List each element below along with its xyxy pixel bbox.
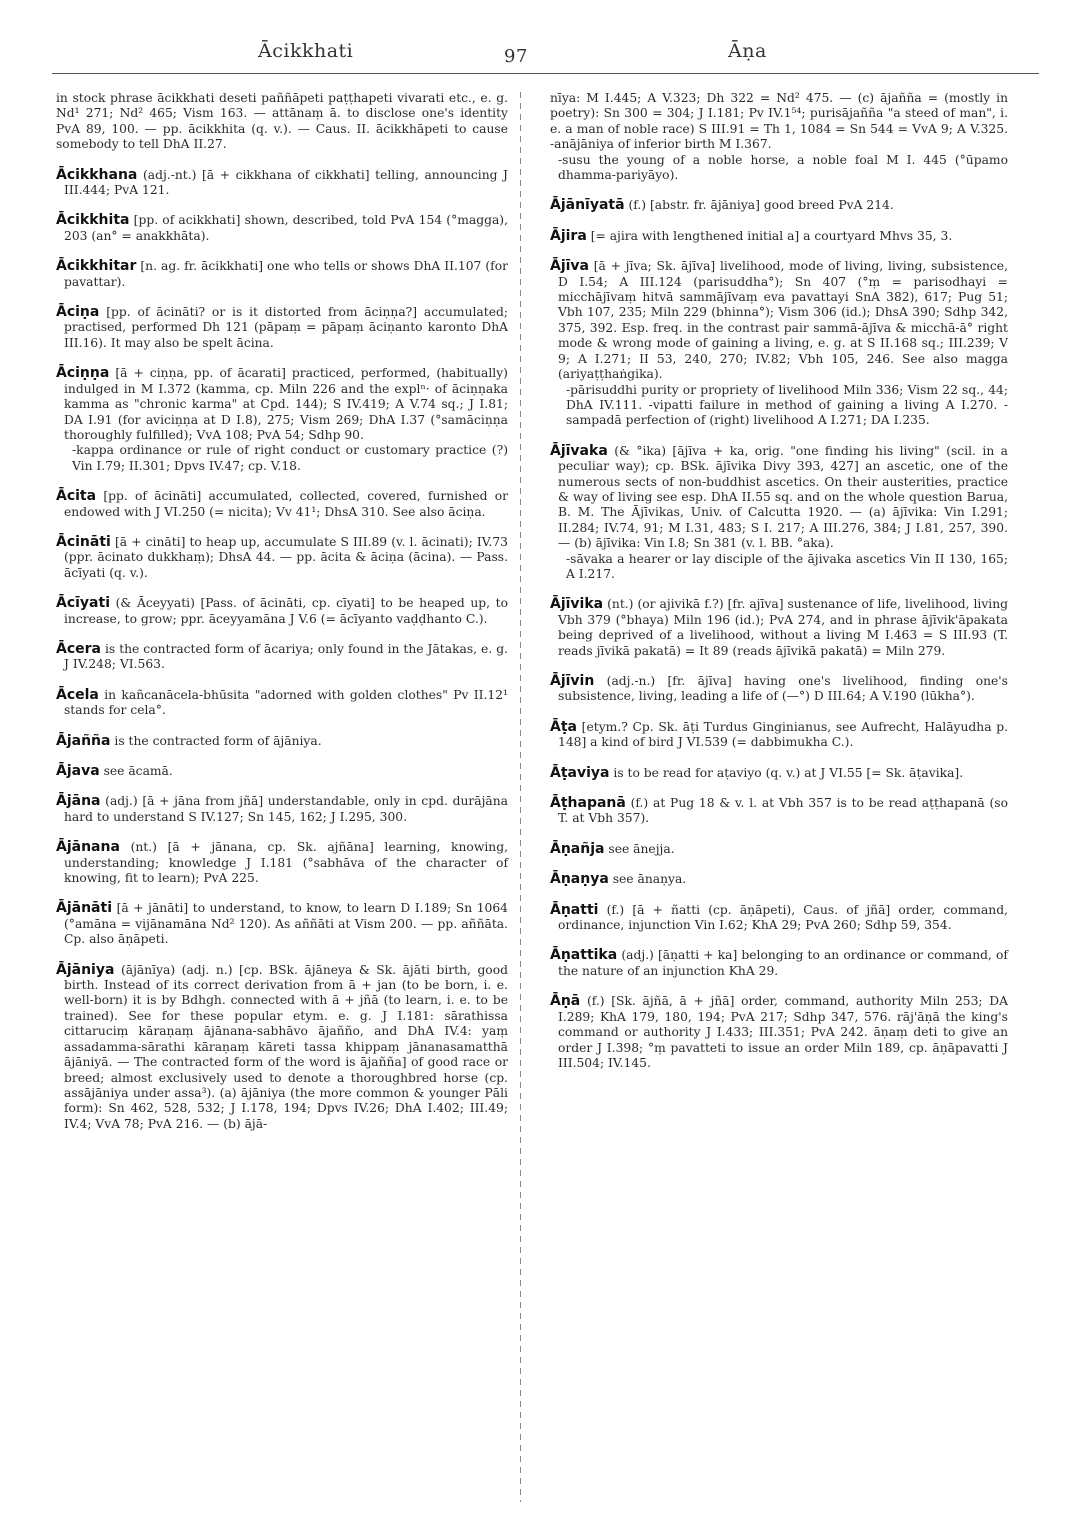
entry-text: (ājānīya) (adj. n.) [cp. BSk. ājāneya & Sk. ājāti birth, good birth. Instead of its correct derivation from ā + jan (to be born, i. e. well-born) it is by Bdhgh. connected with ā + jñā (to learn, i. e. to be trained). See for these popular etym. e. g. J I.181: sārathissa cittaruciṃ kāraṇaṃ ājānana-sabhāvo ājañño, and DhA IV.4: yaṃ assadamma-sārathi kāraṇaṃ kāreti tassa khippaṃ jānanasamatthā ājāniyā. — The contracted form of the word is ājañña] of good race or breed; almost exclusively used to denote a thoroughbred horse (cp. assājāniya under assa³). (a) ājāniya (the more common & younger Pāli form): Sn 462, 528, 532; J I.178, 194; Dpvs IV.26; DhA I.402; III.49; IV.4; VvA 78; PvA 216. — (b) ājā- xyxy=(64,962,508,1131)
entry-headword: Ājīvaka xyxy=(550,442,608,459)
entry-text: (& Āceyyati) [Pass. of ācināti, cp. cīyati] to be heaped up, to increase, to grow; ppr. āceyyamāna J V.6 (= ācīyanto vaḍḍhanto C.). xyxy=(64,596,508,626)
dictionary-entry xyxy=(56,91,508,153)
dictionary-entry xyxy=(56,489,508,520)
dictionary-entry xyxy=(56,642,508,673)
dictionary-entry xyxy=(56,764,508,779)
dictionary-entry xyxy=(56,213,508,244)
entry-text: [ā + ciṇṇa, pp. of ācarati] practiced, performed, (habitually) indulged in M I.372 (kamma, cp. Miln 226 and the explⁿ· of āciṇṇaka kamma as "chronic karma" at Cpd. 144); S IV.419; A V.74 sq.; J I.81; DA I.91 (for aviciṇṇa at D I.8), 275; Vism 269; DhA I.37 (°samāciṇṇa thoroughly fulfilled); VvA 108; PvA 54; Sdhp 90. xyxy=(64,366,508,442)
entry-headword: Ājāniya xyxy=(56,961,115,978)
entry-text: see ācamā. xyxy=(103,764,173,778)
entry-headword: Āciṇṇa xyxy=(56,365,110,382)
dictionary-entry xyxy=(550,872,1008,887)
entry-text: [n. ag. fr. ācikkhati] one who tells or shows DhA II.107 (for pavattar). xyxy=(64,259,508,289)
entry-headword: Ājānāti xyxy=(56,900,112,917)
entry-headword: Ājānīyatā xyxy=(550,197,625,214)
entry-headword: Āṭhapanā xyxy=(550,795,626,812)
dictionary-entry xyxy=(56,596,508,627)
entry-text: (adj.) [āṇatti + ka] belonging to an ordinance or command, of the nature of an injunction KhA 29. xyxy=(558,948,1008,978)
entry-text: (f.) [abstr. fr. ājāniya] good breed PvA 214. xyxy=(628,198,894,213)
entry-headword: Āṇatti xyxy=(550,901,599,918)
entry-text: (& °ika) [ājīva + ka, orig. "one finding his living" (scil. in a peculiar way); cp. BSk. ājīvika Divy 393, 427] an ascetic, one of the numerous sects of non-buddhist ascetics. On their austerities, practice & way of living see esp. DhA II.55 sq. and on the whole question Barua, B. M. The Ājīvikas, Univ. of Calcutta 1920. — (a) ājīvika: Vin I.291; II.284; IV.74, 91; M I.31, 483; S I. 217; A III.276, 384; J I.81, 257, 390. — (b) ājīvika: Vin I.8; Sn 381 (v. l. BB. °aka). xyxy=(558,443,1008,551)
entry-headword: Āṭa xyxy=(550,718,577,735)
running-head-left: Ācikkhati xyxy=(258,40,354,62)
dictionary-entry xyxy=(56,901,508,947)
dictionary-entry xyxy=(550,198,1008,213)
entry-text: [pp. of acikkhati] shown, described, told PvA 154 (°magga), 203 (an° = anakkhāta). xyxy=(64,213,508,243)
entry-headword: Ācikkhita xyxy=(56,212,130,229)
entry-text: [ā + jānāti] to understand, to know, to learn D I.189; Sn 1064 (°amāna = vijānamāna Nd² 120). As aññāti at Vism 200. — pp. aññāta. Cp. also āṇāpeti. xyxy=(64,901,508,947)
entry-text: [pp. of ācināti? or is it distorted from āciṇṇa?] accumulated; practised, performed Dh 121 (pāpaṃ = pāpaṃ āciṇanto karonto DhA III.16). It may also be spelt ācina. xyxy=(64,305,508,350)
entry-text: in stock phrase ācikkhati deseti paññāpeti paṭṭhapeti vivarati etc., e. g. Nd¹ 271; Nd² 465; Vism 163. — attānaṃ ā. to disclose one's identity PvA 89, 100. — pp. ācikkhita (q. v.). — Caus. II. ācikkhāpeti to cause somebody to tell DhA II.27. xyxy=(56,91,508,152)
entry-headword: Ājīva xyxy=(550,258,590,275)
entry-text: [pp. of ācināti] accumulated, collected, covered, furnished or endowed with J VI.250 (= nicita); Vv 41¹; DhsA 310. See also āciṇa. xyxy=(64,489,508,519)
entry-headword: Āṇañja xyxy=(550,840,605,857)
entry-headword: Ācera xyxy=(56,640,101,657)
dictionary-entry xyxy=(550,597,1008,659)
dictionary-entry xyxy=(550,444,1008,583)
dictionary-entry xyxy=(56,734,508,749)
dictionary-entry xyxy=(56,840,508,886)
dictionary-entry xyxy=(550,842,1008,857)
entry-text: [etym.? Cp. Sk. āṭi Turdus Ginginianus, see Aufrecht, Halāyudha p. 148] a kind of bird J VI.539 (= dabbimukha C.). xyxy=(558,719,1008,750)
header-rule xyxy=(52,73,1039,74)
entry-text: in kañcanācela-bhūsita "adorned with golden clothes" Pv II.12¹ stands for cela°. xyxy=(64,687,508,718)
running-head-right: Āṇa xyxy=(728,40,767,62)
entry-headword: Ājava xyxy=(56,763,100,779)
dictionary-entry xyxy=(550,903,1008,934)
entry-text: [ā + jīva; Sk. ājīva] livelihood, mode of living, living, subsistence, D I.54; A III.124 (parisuddha°); Sn 407 (°ṃ = parisodhayi = micchājīvaṃ hitvā sammājīvaṃ eva pavattayi SnA 382), 617; Pug 51; Vbh 107, 235; Miln 229 (bhinna°); Vism 306 (id.); DhsA 390; Sdhp 342, 375, 392. Esp. freq. in the contrast pair sammā-ājīva & micchā-ā° right mode & wrong mode of gaining a living, e. g. at S II.168 sq.; III.239; V 9; A I.271; II 53, 240, 270; IV.82; Vbh 105, 246. See also magga (ariyaṭṭhaṅgika). xyxy=(558,259,1008,382)
entry-headword: Ācikkhana xyxy=(56,166,138,183)
page-number: 97 xyxy=(504,46,528,67)
entry-headword: Ājañña xyxy=(56,732,111,749)
entry-headword: Āṭaviya xyxy=(550,764,610,781)
entry-headword: Ājāna xyxy=(56,793,101,810)
left-column xyxy=(56,91,508,1147)
entry-headword: Āṇaṇya xyxy=(550,871,609,888)
entry-headword: Ācela xyxy=(56,686,99,703)
entry-headword: Ājīvika xyxy=(550,596,604,613)
entry-subentry: -kappa ordinance or rule of right conduct or customary practice (?) Vin I.79; II.301; Dpvs IV.47; cp. V.18. xyxy=(72,443,508,473)
entry-text: is the contracted form of ājāniya. xyxy=(114,733,322,748)
dictionary-entry xyxy=(56,535,508,581)
entry-text: see ānaṇya. xyxy=(612,872,687,887)
dictionary-entry xyxy=(550,674,1008,705)
entry-text: (f.) at Pug 18 & v. l. at Vbh 357 is to be read aṭṭhapanā (so T. at Vbh 357). xyxy=(558,796,1008,826)
dictionary-entry xyxy=(56,963,508,1132)
entry-headword: Ācināti xyxy=(56,533,111,550)
entry-subentry: -pārisuddhi purity or propriety of livelihood Miln 336; Vism 22 sq., 44; DhA IV.111. -vipatti failure in method of gaining a living A I.270. -sampadā perfection of (right) livelihood A I.271; DA I.235. xyxy=(566,382,1008,428)
entry-text: (f.) [ā + ñatti (cp. āṇāpeti), Caus. of jñā] order, command, ordinance, injunction Vin I.62; KhA 29; PvA 260; Sdhp 59, 354. xyxy=(558,902,1008,933)
entry-text: (f.) [Sk. ājñā, ā + jñā] order, command, authority Miln 253; DA I.289; KhA 179, 180, 194; PvA 217; Sdhp 347, 576. rāj'āṇā the king's command or authority J I.433; III.351; PvA 242. āṇaṃ deti to give an order J I.398; °ṃ pavatteti to issue an order Miln 189, cp. āṇāpavatti J III.504; IV.145. xyxy=(558,994,1008,1070)
entry-text: (adj.-n.) [fr. ājīva] having one's livelihood, finding one's subsistence, living, leading a life of (—°) D III.64; A V.190 (lūkha°). xyxy=(558,674,1008,704)
right-column xyxy=(550,91,1008,1086)
entry-subentry: -susu the young of a noble horse, a noble foal M I. 445 (°ūpamo dhamma-pariyāyo). xyxy=(558,152,1008,183)
entry-headword: Ācīyati xyxy=(56,595,110,612)
dictionary-entry xyxy=(56,259,508,290)
entry-headword: Āṇattika xyxy=(550,947,618,964)
dictionary-entry xyxy=(550,720,1008,751)
dictionary-entry xyxy=(56,168,508,199)
dictionary-entry xyxy=(550,948,1008,979)
entry-headword: Ācikkhitar xyxy=(56,258,137,275)
entry-headword: Ājira xyxy=(550,227,587,244)
dictionary-entry xyxy=(550,229,1008,244)
entry-text: is the contracted form of ācariya; only found in the Jātakas, e. g. J IV.248; VI.563. xyxy=(64,641,508,672)
dictionary-entry xyxy=(56,794,508,825)
entry-subentry: -sāvaka a hearer or lay disciple of the ājivaka ascetics Vin II 130, 165; A I.217. xyxy=(566,551,1008,581)
entry-text: see ānejja. xyxy=(608,841,675,856)
entry-headword: Ācita xyxy=(56,488,97,505)
entry-text: [= ajira with lengthened initial a] a courtyard Mhvs 35, 3. xyxy=(590,228,953,243)
entry-headword: Āciṇa xyxy=(56,304,100,321)
dictionary-entry xyxy=(550,91,1008,183)
column-divider xyxy=(520,92,521,1502)
dictionary-entry xyxy=(56,366,508,474)
entry-headword: Ājānana xyxy=(56,839,120,856)
entry-headword: Ājīvin xyxy=(550,673,595,689)
entry-text: (adj.) [ā + jāna from jñā] understandable, only in cpd. durājāna hard to understand S IV.127; Sn 145, 162; J I.295, 300. xyxy=(64,794,508,824)
entry-text: [ā + cināti] to heap up, accumulate S III.89 (v. l. ācinati); IV.73 (ppr. ācinato dukkhaṃ); DhsA 44. — pp. ācita & āciṇa (ācina). — Pass. ācīyati (q. v.). xyxy=(64,534,508,580)
dictionary-entry xyxy=(550,994,1008,1071)
entry-text: (nt.) (or ajivikā f.?) [fr. ajīva] sustenance of life, livelihood, living Vbh 379 (°bhaya) Miln 196 (id.); PvA 274, and in phrase ājīvik'āpakata being deprived of a livelihood, without a living M I.463 = S III.93 (T. reads jīvikā pakatā) = It 89 (reads ājīvikā pakatā) = Miln 279. xyxy=(558,597,1008,658)
dictionary-entry xyxy=(550,259,1008,428)
dictionary-entry xyxy=(56,688,508,719)
entry-text: nīya: M I.445; A V.323; Dh 322 = Nd² 475. — (c) ājañña = (mostly in poetry): Sn 300 = 304; J I.181; Pv IV.1⁵⁴; purisājañña "a steed of man", i. e. a man of noble race) S III.91 = Th 1, 1084 = Sn 544 = VvA 9; A V.325. -anājāniya of inferior birth M I.367. xyxy=(550,91,1008,152)
dictionary-entry xyxy=(550,766,1008,781)
entry-text: (nt.) [ā + jānana, cp. Sk. ajñāna] learning, knowing, understanding; knowledge J I.181 (°sabhāva of the character of knowing, fit to learn); PvA 225. xyxy=(64,840,508,886)
dictionary-entry xyxy=(550,796,1008,827)
entry-headword: Āṇā xyxy=(550,993,581,1010)
dictionary-entry xyxy=(56,305,508,351)
entry-text: is to be read for aṭaviyo (q. v.) at J VI.55 [= Sk. āṭavika]. xyxy=(613,765,964,780)
entry-text: (adj.-nt.) [ā + cikkhana of cikkhati] telling, announcing J III.444; PvA 121. xyxy=(64,167,508,198)
